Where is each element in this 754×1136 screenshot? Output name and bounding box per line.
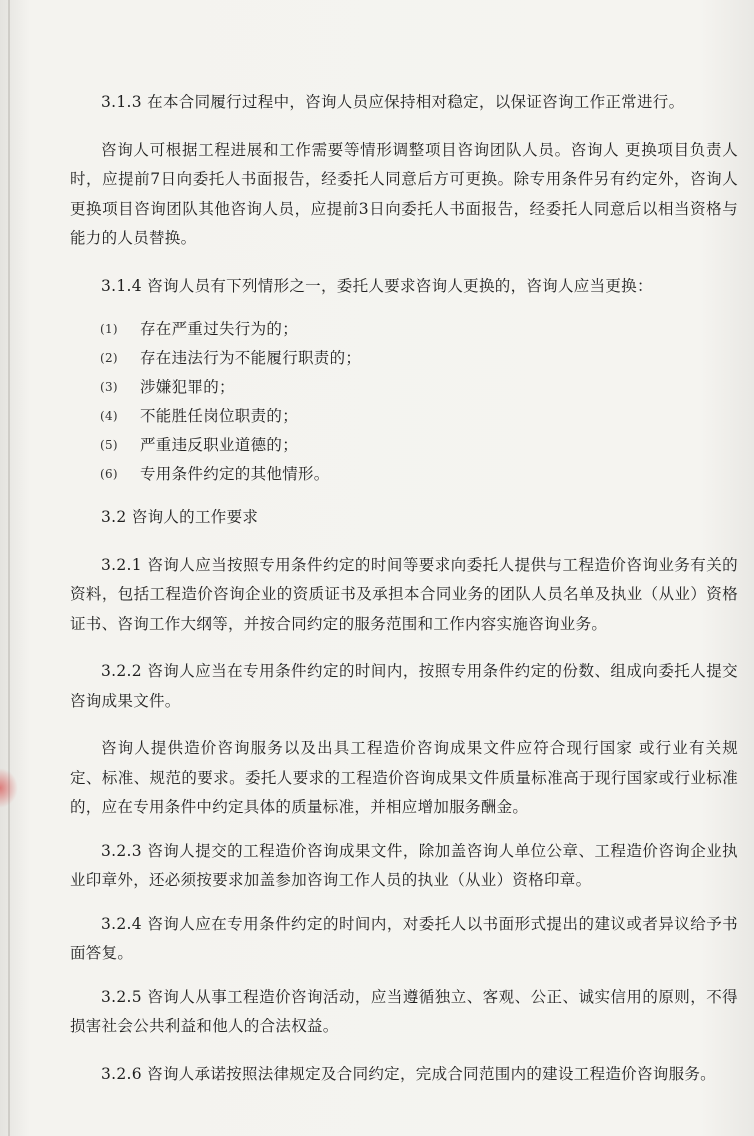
- list-item: [100, 344, 738, 373]
- paragraph-3-1-4: 3.1.4 咨询人员有下列情形之一，委托人要求咨询人更换的，咨询人应当更换：: [101, 276, 653, 295]
- list-item-number: (5): [100, 437, 118, 452]
- list-item-text: 涉嫌犯罪的；: [140, 377, 235, 396]
- situation-list: [70, 315, 738, 489]
- paragraph-quality-standard: 咨询人提供造价咨询服务以及出具工程造价咨询成果文件应符合现行国家 或行业有关规定、标准、规范的要求。委托人要求的工程造价咨询成果文件质量标准高于现行国家或行业标准的，应在专用条件中约定具体的质量标准，并相应增加服务酬金。: [70, 739, 738, 816]
- list-item: [100, 315, 738, 344]
- red-stamp-fragment: [0, 768, 18, 808]
- list-item: [100, 460, 738, 489]
- list-item-text: 存在严重过失行为的；: [140, 319, 299, 338]
- paragraph-3-2-2: 3.2.2 咨询人应当在专用条件约定的时间内，按照专用条件约定的份数、组成向委托人提交咨询成果文件。: [70, 662, 738, 710]
- paragraph-3-1-3: 3.1.3 在本合同履行过程中，咨询人员应保持相对稳定，以保证咨询工作正常进行。: [101, 93, 685, 111]
- list-item-text: 不能胜任岗位职责的；: [140, 406, 299, 425]
- list-item: [100, 402, 738, 431]
- paragraph-3-2-1: 3.2.1 咨询人应当按照专用条件约定的时间等要求向委托人提供与工程造价咨询业务有关的资料，包括工程造价咨询企业的资质证书及承担本合同业务的团队人员名单及执业（从业）资格证书、咨询工作大纲等，并按合同约定的服务范围和工作内容实施咨询业务。: [70, 555, 738, 633]
- paragraph-3-2-3: 3.2.3 咨询人提交的工程造价咨询成果文件，除加盖咨询人单位公章、工程造价咨询企业执业印章外，还必须按要求加盖参加咨询工作人员的执业（从业）资格印章。: [70, 841, 738, 889]
- list-item: [100, 373, 738, 402]
- list-item-number: (6): [100, 466, 118, 481]
- paragraph-3-2-5: 3.2.5 咨询人从事工程造价咨询活动，应当遵循独立、客观、公正、诚实信用的原则，不得损害社会公共利益和他人的合法权益。: [70, 987, 738, 1035]
- list-item-text: 专用条件约定的其他情形。: [140, 464, 330, 483]
- section-heading: 3.2 咨询人的工作要求: [101, 508, 259, 526]
- document-body: [70, 88, 738, 1089]
- list-item-text: 存在违法行为不能履行职责的；: [140, 348, 362, 367]
- list-item-number: (3): [100, 379, 118, 394]
- paragraph-3-2-6: 3.2.6 咨询人承诺按照法律规定及合同约定，完成合同范围内的建设工程造价咨询服务。: [101, 1064, 716, 1083]
- page-crease: [8, 0, 10, 1136]
- list-item: [100, 431, 738, 460]
- list-item-number: (2): [100, 350, 118, 365]
- list-item-text: 严重违反职业道德的；: [140, 435, 299, 454]
- paragraph-3-2-4: 3.2.4 咨询人应在专用条件约定的时间内，对委托人以书面形式提出的建议或者异议给予书面答复。: [70, 914, 738, 962]
- list-item-number: (4): [100, 408, 118, 423]
- list-item-number: (1): [100, 321, 118, 336]
- paragraph-replace-staff: 咨询人可根据工程进展和工作需要等情形调整项目咨询团队人员。咨询人 更换项目负责人时，应提前7日向委托人书面报告，经委托人同意后方可更换。除专用条件另有约定外，咨询人更换项目咨询团队其他咨询人员，应提前3日向委托人书面报告，经委托人同意后以相当资格与能力的人员替换。: [70, 140, 738, 247]
